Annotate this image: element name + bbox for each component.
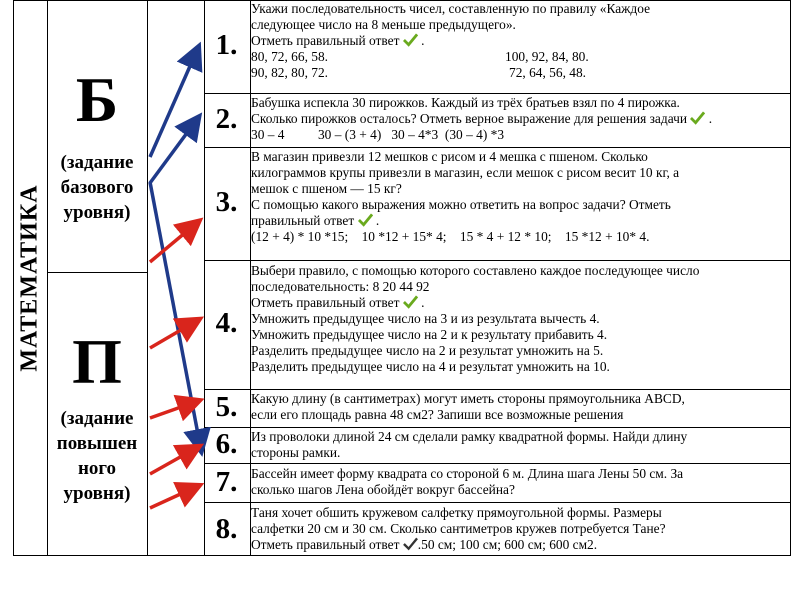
task-line: Отметь правильный ответ bbox=[251, 295, 400, 310]
task-number: 6. bbox=[215, 428, 238, 460]
task-number: 8. bbox=[215, 513, 238, 545]
task-line: последовательность: 8 20 44 92 bbox=[251, 279, 430, 294]
task-line-end: . bbox=[421, 33, 425, 48]
task-line-end: . bbox=[375, 213, 380, 228]
task-number: 5. bbox=[215, 391, 238, 423]
task-number: 1. bbox=[215, 29, 238, 61]
task-line: Какую длину (в сантиметрах) могут иметь стороны прямоугольника ABCD, bbox=[251, 391, 685, 406]
task-line: Сколько пирожков осталось? Отметь верное выражение для решения задачи bbox=[251, 111, 687, 126]
answer-option: 100, 92, 84, 80. bbox=[505, 49, 589, 64]
task-line: Выбери правило, с помощью которого составлено каждое последующее число bbox=[251, 263, 700, 278]
rule-option: Умножить предыдущее число на 3 и из результата вычесть 4. bbox=[251, 311, 600, 326]
blue-arrow-task2 bbox=[150, 118, 198, 183]
rule-option: Разделить предыдущее число на 2 и результат умножить на 5. bbox=[251, 343, 604, 358]
answer-options: (12 + 4) * 10 *15; 10 *12 + 15* 4; 15 * 4 + 12 * 10; 15 *12 + 10* 4. bbox=[251, 229, 650, 244]
level-desc-line: базового bbox=[60, 177, 134, 198]
task-line: В магазин привезли 12 мешков с рисом и 4 мешка с пшеном. Сколько bbox=[251, 149, 648, 164]
red-arrow-task5 bbox=[150, 401, 198, 418]
red-arrow-task7 bbox=[150, 486, 198, 508]
subject-label: МАТЕМАТИКА bbox=[16, 184, 43, 372]
level-desc-line: уровня) bbox=[63, 483, 131, 504]
answer-option: 72, 64, 56, 48. bbox=[509, 65, 586, 80]
task-line-end: .50 см; 100 см; 600 см; 600 см2. bbox=[417, 537, 598, 552]
task-line: Из проволоки длиной 24 см сделали рамку квадратной формы. Найди длину bbox=[251, 429, 688, 444]
task-line-end: . bbox=[421, 295, 425, 310]
rule-option: Умножить предыдущее число на 2 и к результату прибавить 4. bbox=[251, 327, 608, 342]
task-number: 3. bbox=[215, 186, 238, 218]
task-number: 4. bbox=[215, 307, 238, 339]
level-desc-line: ного bbox=[77, 458, 117, 479]
task-number: 7. bbox=[215, 466, 238, 498]
level-desc-line: (задание bbox=[60, 408, 134, 429]
level-letter: П bbox=[72, 326, 122, 397]
task-line: мешок с пшеном — 15 кг? bbox=[251, 181, 402, 196]
answer-options: 30 – 4 30 – (3 + 4) 30 – 4*3 (30 – 4) *3 bbox=[251, 127, 505, 142]
task-line: сколько шагов Лена обойдёт вокруг бассейна? bbox=[251, 482, 515, 497]
level-desc-line: уровня) bbox=[63, 202, 131, 223]
task-line: килограммов крупы привезли в магазин, если мешок с рисом весит 10 кг, а bbox=[251, 165, 680, 180]
task-line: Отметь правильный ответ bbox=[251, 33, 400, 48]
task-line: стороны рамки. bbox=[251, 445, 341, 460]
task-line: С помощью какого выражения можно ответить на вопрос задачи? Отметь bbox=[251, 197, 671, 212]
task-line: следующее число на 8 меньше предыдущего». bbox=[251, 17, 516, 32]
task-line: Бассейн имеет форму квадрата со стороной 6 м. Длина шага Лены 50 см. За bbox=[251, 466, 684, 481]
red-arrow-task4 bbox=[150, 320, 198, 348]
answer-option: 80, 72, 66, 58. bbox=[251, 49, 328, 64]
level-letter: Б bbox=[75, 64, 119, 135]
level-desc-line: (задание bbox=[60, 152, 134, 173]
task-line: салфетки 20 см и 30 см. Сколько сантиметров кружев потребуется Тане? bbox=[251, 521, 666, 536]
answer-option: 90, 82, 80, 72. bbox=[251, 65, 328, 80]
task-line-end: . bbox=[708, 111, 713, 126]
task-number: 2. bbox=[215, 103, 238, 135]
task-line: Бабушка испекла 30 пирожков. Каждый из трёх братьев взял по 4 пирожка. bbox=[251, 95, 680, 110]
rule-option: Разделить предыдущее число на 4 и результат умножить на 10. bbox=[251, 359, 610, 374]
level-desc-line: повышен bbox=[56, 433, 138, 454]
red-arrow-task6 bbox=[150, 447, 198, 474]
task-line: Таня хочет обшить кружевом салфетку прямоугольной формы. Размеры bbox=[251, 505, 662, 520]
task-line: Отметь правильный ответ bbox=[251, 537, 400, 552]
task-line: правильный ответ bbox=[251, 213, 355, 228]
blue-arrow-task1 bbox=[150, 48, 198, 157]
task-line: если его площадь равна 48 см2? Запиши все возможные решения bbox=[251, 407, 624, 422]
task-line: Укажи последовательность чисел, составленную по правилу «Каждое bbox=[251, 1, 651, 16]
